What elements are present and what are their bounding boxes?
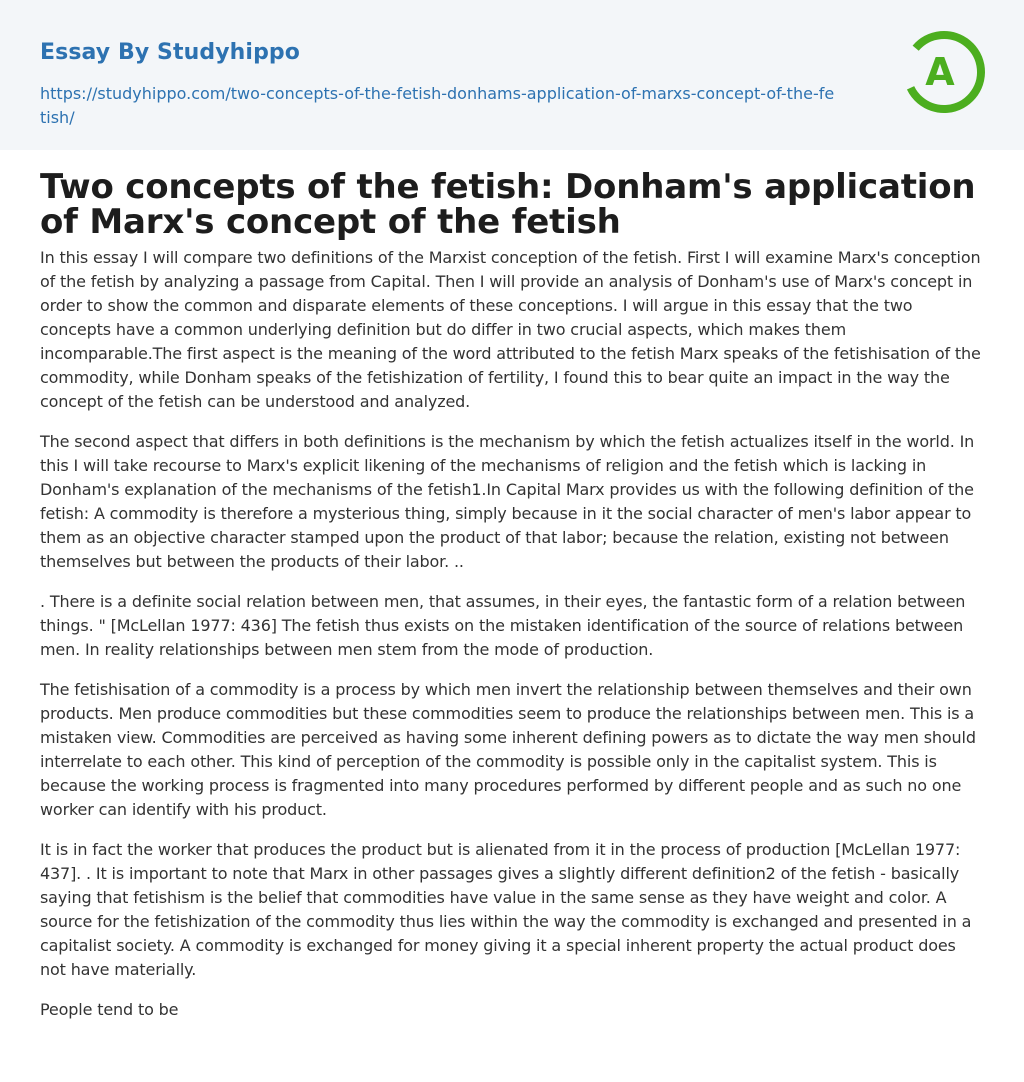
article-paragraph: The fetishisation of a commodity is a process by which men invert the relationship between themselves and their own products. Men produce commodities but these commodities seem to produce the relationships between men. This is a mistaken view. Commodities are perceived as having some inherent defining powers as to dictate the way men should interrelate to each other. This kind of perception of the commodity is possible only in the capitalist system. This is because the working process is fragmented into many procedures performed by different people and as such no one worker can identify with his product. (40, 680, 976, 819)
article-paragraph: It is in fact the worker that produces the product but is alienated from it in the process of production [McLellan 1977: 437]. . It is important to note that Marx in other passages gives a slightly different definition2 of the fetish - basically saying that fetishism is the belief that commodities have value in the same sense as they have weight and color. A source for the fetishization of the commodity thus lies within the way the commodity is exchanged and presented in a capitalist society. A commodity is exchanged for money giving it a special inherent property the actual product does not have materially. (40, 840, 972, 979)
article-paragraph: . There is a definite social relation between men, that assumes, in their eyes, the fantastic form of a relation between things. " [McLellan 1977: 436] The fetish thus exists on the mistaken identification of the source of relations between men. In reality relationships between men stem from the mode of production. (40, 592, 966, 659)
logo-letter: A (925, 50, 955, 94)
page-title: Two concepts of the fetish: Donham's application of Marx's concept of the fetish (40, 167, 976, 242)
brand-title: Essay By Studyhippo (40, 40, 300, 65)
article-paragraph: The second aspect that differs in both definitions is the mechanism by which the fetish actualizes itself in the world. In this I will take recourse to Marx's explicit likening of the mechanisms of religion and the fetish which is lacking in Donham's explanation of the mechanisms of the fetish1.In Capital Marx provides us with the following definition of the fetish: A commodity is therefore a mysterious thing, simply because in it the social character of men's labor appear to them as an objective character stamped upon the product of that labor; because the relation, existing not between themselves but between the products of their labor. .. (40, 432, 975, 571)
page-header (0, 0, 1024, 150)
article-paragraph: In this essay I will compare two definitions of the Marxist conception of the fetish. First I will examine Marx's conception of the fetish by analyzing a passage from Capital. Then I will provide an analysis of Donham's use of Marx's concept in order to show the common and disparate elements of these conceptions. I will argue in this essay that the two concepts have a common underlying definition but do differ in two crucial aspects, which makes them incomparable.The first aspect is the meaning of the word attributed to the fetish Marx speaks of the fetishisation of the commodity, while Donham speaks of the fetishization of fertility, I found this to bear quite an impact in the way the concept of the fetish can be understood and analyzed. (40, 248, 981, 411)
article-paragraph: People tend to be (40, 1000, 179, 1019)
source-url-link[interactable]: https://studyhippo.com/two-concepts-of-the-fetish-donhams-application-of-marxs-concept-of-the-fetish/ (40, 84, 835, 127)
studyhippo-logo-icon[interactable] (900, 28, 988, 116)
article-body (40, 167, 984, 1038)
